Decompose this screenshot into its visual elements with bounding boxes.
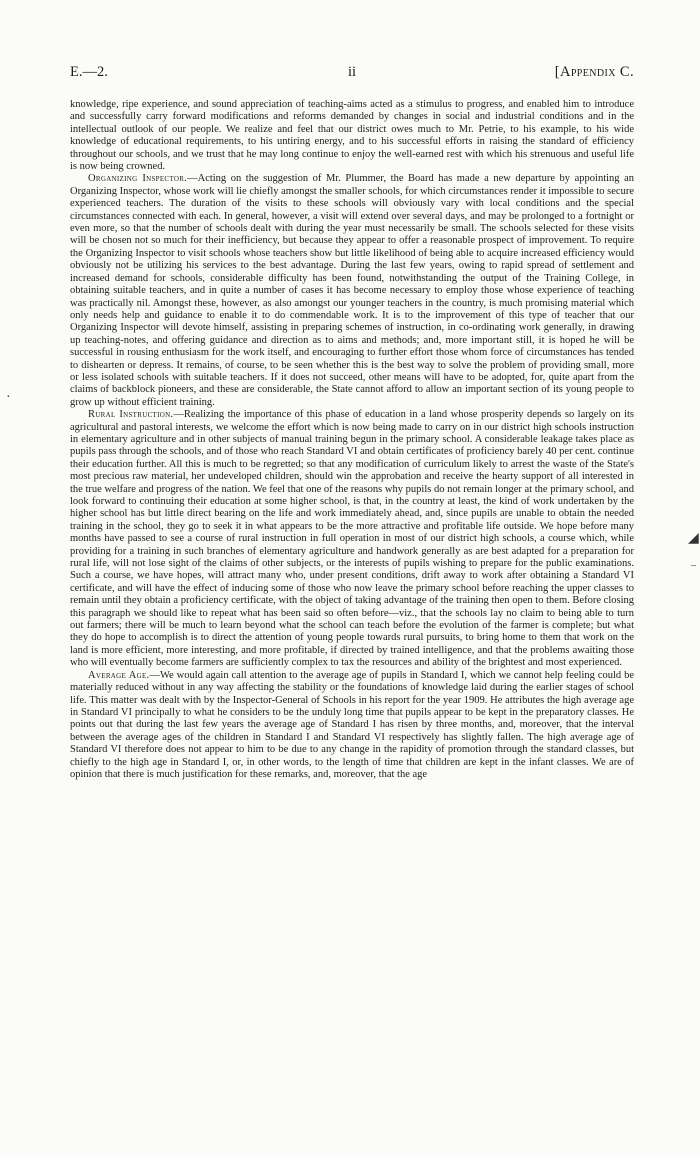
paragraph-text: knowledge, ripe experience, and sound appreciation of teaching-aims acted as a stimulus to progress, and enabled him to introduce and successfully carry forward modifications and reforms demanded by changes in social and industrial conditions and in the intellectual outlook of our people. We realize and feel that our district owes much to Mr. Petrie, to his example, to his wide knowledge of educational requirements, to his untiring energy, and to his successful efforts in raising the standard of efficiency throughout our schools, and we trust that he may long continue to enjoy the well-earned rest with which his strenuous and useful life is now being crowned. [70,99,634,173]
margin-mark-right: ◢ [688,531,699,546]
paragraph-rural-instruction [70,409,634,670]
margin-mark-left: · [6,390,11,405]
section-heading: Organizing Inspector. [88,173,188,185]
section-heading: Rural Instruction. [88,409,174,421]
document-reference: E.—2. [70,64,108,80]
page-header [70,64,634,86]
margin-mark-right-dash: – [691,560,696,571]
paragraph-organizing-inspector [70,173,634,409]
paragraph-average-age [70,670,634,782]
paragraph-text: —We would again call attention to the average age of pupils in Standard I, which we cannot help feeling could be materially reduced without in any way affecting the stability or the foundations of knowledge laid during the earlier stages of school life. This matter was dealt with by the Inspector-General of Schools in his report for the year 1909. He attributes the high average age in Standard VI principally to what he considers to be the unduly long time that pupils appear to be kept in the preparatory classes. He points out that during the last few years the average age of Standard I has risen by three months, and, moreover, that the interval between the average ages of the children in Standard I and Standard VI respectively has slightly fallen. The high average age of Standard VI therefore does not appear to him to be due to any change in the rapidity of promotion through the standard classes, but chiefly to the high age in Standard I, or, in other words, to the length of time that children are kept in the infant classes. We are of opinion that there is much justification for these remarks, and, moreover, that the age [70,669,635,780]
appendix-label: [Appendix C. [554,64,634,80]
page-number: ii [347,64,357,80]
paragraph-text: —Realizing the importance of this phase of education in a land whose prosperity depends so largely on its agricultural and pastoral interests, we welcome the effort which is now being made to carry on in our district high schools instruction in elementary agriculture and in other subjects of manual training begun in the primary school. A considerable leakage takes place as pupils pass through the schools, and of those who reach Standard VI and obtain certificates of proficiency barely 40 per cent. continue their education further. All this is much to be regretted; so that any modification of curriculum likely to arrest the waste of the State's most precious raw material, her undeveloped children, should win the approbation and receive the hearty support of all interested in the true welfare and progress of the nation. We feel that one of the reasons why pupils do not remain longer at the primary school, and look forward to continuing their education at some higher school, is that, in the country at least, the kind of work undertaken by the higher school has but little direct bearing on the life and work immediately ahead, and, since pupils are unable to obtain the needed training in the school, they go to seek it in what appears to be the more attractive and profitable life outside. We hope before many months have passed to see a course of rural instruction in full operation in most of our district high schools, a course which, while providing for a training in such branches of elementary agriculture and handwork generally as are best adapted for a preparation for rural life, will not lose sight of the claims of other subjects, or the interests of pupils wishing to prepare for the public examinations. Such a course, we have hopes, will attract many who, under present conditions, drift away to work after obtaining a Standard VI certificate, and will have the effect of inducing some of those who now leave the primary school before reaching the upper classes to remain until they obtain a proficiency certificate, with the object of taking advantage of the training then open to them. Before closing this paragraph we should like to repeat what has been said so often before—viz., that the schools lay no claim to being able to turn out farmers; there will be much to learn beyond what the school can teach before the evolution of the farmer is complete; but what they do hope to accomplish is to direct the attention of young people towards rural pursuits, to bring home to them that work on the land is more efficient, more interesting, and more profitable, if directed by trained intelligence, and that the problems awaiting those who will eventually become farmers are sufficiently complex to tax the resources and ability of the brightest and most experienced. [70,409,635,669]
section-heading: Average Age. [88,669,150,681]
paragraph-petrie-tribute [70,99,634,173]
paragraph-text: —Acting on the suggestion of Mr. Plummer, the Board has made a new departure by appointing an Organizing Inspector, whose work will lie chiefly amongst the smaller schools, for which circumstances render it impossible to secure experienced teachers. The duration of the visits to these schools will obviously vary with local conditions and the special circumstances connected with each. In general, however, a visit will extend over several days, and may be prolonged to a fortnight or even more, so that the number of schools dealt with during the year must necessarily be small. The schools selected for these visits will be chosen not so much for their inefficiency, but because they appear to offer a reasonable prospect of improvement. To require the Organizing Inspector to visit schools whose teachers show but little likelihood of being able to acquire increased efficiency would obviously not be utilizing his services to the best advantage. During the last few years, owing to rapid spread of settlement and increased demand for schools, considerable difficulty has been found, notwithstanding the output of the Training College, in obtaining suitable teachers, and in quite a number of cases it has become necessary to employ those whose experience of teaching was practically nil. Amongst these, however, as also amongst our younger teachers in the country, is much promising material which only needs help and guidance to enable it to do commendable work. It is to the improvement of this type of teacher that our Organizing Inspector will devote himself, assisting in preparing schemes of instruction, in co-ordinating work generally, in drawing up teaching-notes, and offering guidance and direction as to aims and methods; and, more important still, it is hoped he will be successful in rousing enthusiasm for the work itself, and encouraging to further effort those whom force of circumstances has tended to dishearten or depress. It remains, of course, to be seen whether this is the best way to solve the problem of providing small, more or less isolated schools with suitable teachers. If it does not succeed, other means will have to be adopted, for, quite apart from the claims of backblock pioneers, and these are considerable, the State cannot afford to allow an important section of its young people to grow up without efficient training. [70,173,634,408]
report-body [70,99,634,781]
